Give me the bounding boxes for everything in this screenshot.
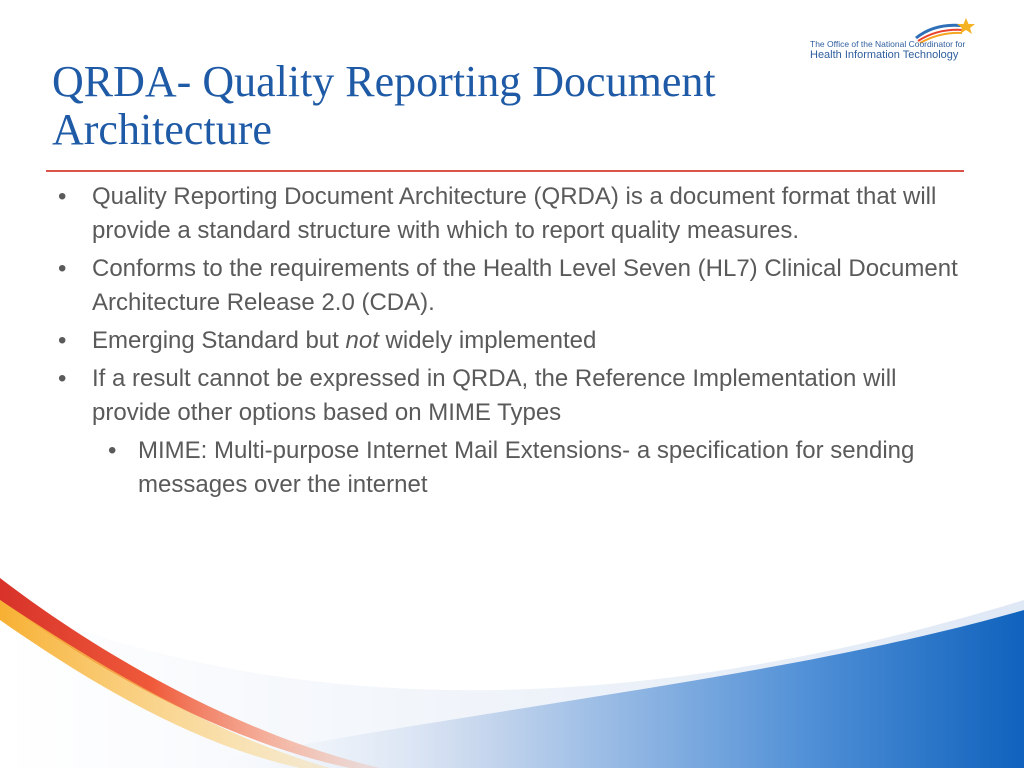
bullet-text-before: Emerging Standard but bbox=[92, 327, 346, 354]
title-divider bbox=[46, 170, 964, 172]
bullet-item bbox=[52, 180, 962, 248]
bullet-glyph: • bbox=[58, 365, 67, 392]
logo-org-line2: Health Information Technology bbox=[810, 49, 959, 61]
bullet-item bbox=[52, 324, 962, 358]
slide-title: QRDA- Quality Reporting Document Architecture bbox=[52, 57, 716, 154]
bullet-item bbox=[52, 252, 962, 320]
sub-bullet-item bbox=[52, 434, 962, 502]
onc-logo bbox=[806, 16, 976, 68]
bullet-text: If a result cannot be expressed in QRDA, the Reference Implementation will provide other options based on MIME Types bbox=[92, 365, 897, 426]
bullet-list bbox=[52, 180, 962, 506]
logo-org-line1: The Office of the National Coordinator for bbox=[810, 39, 966, 49]
bullet-text: Quality Reporting Document Architecture (QRDA) is a document format that will provide a standard structure with which to report quality measures. bbox=[92, 183, 937, 244]
sub-bullet-text: MIME: Multi-purpose Internet Mail Extensions- a specification for sending messages over the internet bbox=[138, 437, 915, 498]
bullet-text: Conforms to the requirements of the Health Level Seven (HL7) Clinical Document Architecture Release 2.0 (CDA). bbox=[92, 255, 958, 316]
bullet-glyph: • bbox=[108, 437, 117, 464]
bullet-glyph: • bbox=[58, 255, 67, 282]
bullet-glyph: • bbox=[58, 183, 67, 210]
bullet-text-emphasis: not bbox=[345, 327, 379, 354]
bullet-text-after: widely implemented bbox=[378, 327, 597, 354]
bullet-item bbox=[52, 362, 962, 430]
bullet-glyph: • bbox=[58, 327, 67, 354]
decorative-swoosh bbox=[0, 560, 1024, 768]
